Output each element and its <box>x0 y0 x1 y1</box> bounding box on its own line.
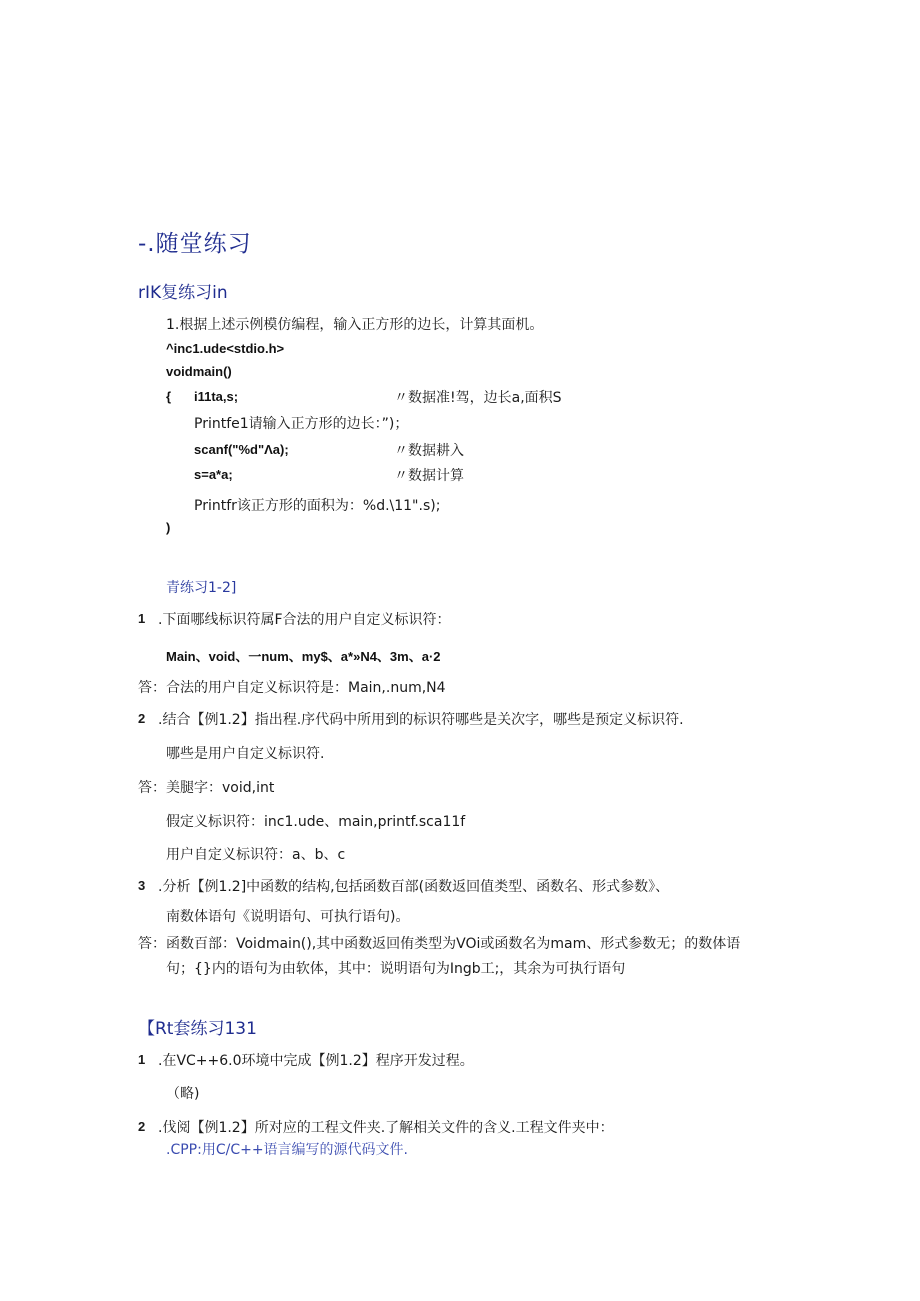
question-2: .结合【例1.2】指出程.序代码中所用到的标识符哪些是关次字，哪些是预定义标识符. <box>158 712 684 728</box>
answer-2-keywords: 答：美腿字：void,int <box>138 780 275 796</box>
answer-3: 答：函数百部：Voidmain(),其中函数返回侑类型为VOi或函数名为mam、形式参数无；的数体语 <box>138 936 741 952</box>
answer-1: 答：合法的用户自定义标识符是：Main,.num,N4 <box>138 680 446 696</box>
question-3-continued: 南数体语句《说明语句、可执行语句)。 <box>166 909 410 925</box>
code-comment-decl: 〃数据准!驾，边长a,面积S <box>394 390 562 406</box>
section-title-1: rIK复练习in <box>138 283 228 303</box>
code-brace-open: { <box>166 389 172 404</box>
code-comment-calc: 〃数据计算 <box>394 468 464 484</box>
code-comment-input: 〃数据耕入 <box>394 443 464 459</box>
question-number-3-1: 1 <box>138 1052 146 1067</box>
section-title-2: 青练习1-2] <box>166 580 237 596</box>
answer-3-continued: 句；{}内的语句为由软体，其中：说明语句为Ingb工;，其余为可执行语句 <box>166 961 626 977</box>
code-line-decl: i11ta,s; <box>194 389 239 404</box>
answer-2-predefined: 假定义标识符：inc1.ude、main,printf.sca11f <box>166 814 466 830</box>
question-3-1: .在VC++6.0环境中完成【例1.2】程序开发过程。 <box>158 1053 474 1069</box>
question-3-2: .伐阅【例1.2】所对应的工程文件夹.了解相关文件的含义.工程文件夹中： <box>158 1120 614 1136</box>
question-number-2: 2 <box>138 711 146 726</box>
identifier-list: Main、void、一num、my$、a*»N4、3m、a·2 <box>166 649 441 664</box>
answer-2-user-defined: 用户自定义标识符：a、b、c <box>166 847 346 863</box>
code-brace-close: ) <box>166 520 171 535</box>
code-line-include: ^inc1.ude<stdio.h> <box>166 341 285 356</box>
answer-3-1: （略) <box>166 1086 200 1102</box>
page-title: -.随堂练习 <box>138 231 252 257</box>
question-2-continued: 哪些是用户自定义标识符. <box>166 746 325 762</box>
exercise-1-question: 1.根据上述示例模仿编程，输入正方形的边长，计算其面机。 <box>166 317 544 333</box>
cpp-file-description: .CPP:用C/C++语言编写的源代码文件. <box>166 1142 409 1158</box>
code-line-printf-1: Printfe1请输入正方形的边长：”)； <box>194 416 409 432</box>
question-number-3: 3 <box>138 878 146 893</box>
question-number-3-2: 2 <box>138 1119 146 1134</box>
code-line-printf-2: Printfr该正方形的面积为：%d.\11".s); <box>194 498 441 514</box>
question-number-1: 1 <box>138 611 146 626</box>
question-1: .下面哪线标识符属F合法的用户自定义标识符： <box>158 612 451 628</box>
code-line-main: voidmain() <box>166 364 232 379</box>
section-title-3: 【Rt套练习131 <box>138 1019 257 1039</box>
code-line-scanf: scanf("%d"Λa); <box>194 442 289 457</box>
code-line-calc: s=a*a; <box>194 467 233 482</box>
question-3: .分析【例1.2]中函数的结构,包括函数百部(函数返回值类型、函数名、形式参数》、 <box>158 879 670 895</box>
